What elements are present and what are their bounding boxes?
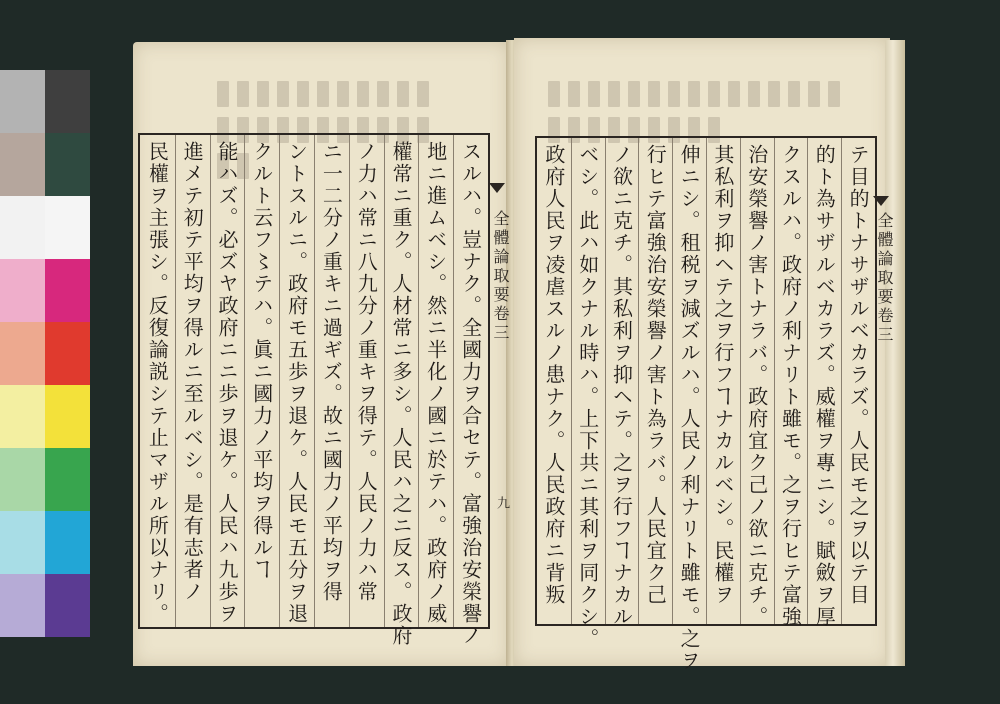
left-text-frame: [138, 133, 490, 647]
text-column: 民權ヲ主張シ。反復論説シテ止マザル所以ナリ。: [145, 141, 170, 625]
column-rule: [638, 138, 639, 624]
column-rule: [672, 138, 673, 624]
column-rule: [841, 138, 842, 624]
show-through-text: [544, 78, 844, 138]
text-column: ントスルニ。政府モ五歩ヲ退ケ。人民モ五分ヲ退: [284, 141, 309, 625]
color-swatch: [0, 196, 45, 259]
color-swatch: [0, 133, 45, 196]
color-swatch: [45, 133, 90, 196]
text-column: 政府人民ヲ凌虐スルノ患ナク。人民政府ニ背叛: [541, 144, 566, 606]
color-swatch: [0, 511, 45, 574]
column-rule: [774, 138, 775, 624]
text-column: 治安榮譽ノ害トナラバ。政府宜ク己ノ欲ニ克チ。: [744, 144, 769, 628]
color-swatch: [0, 322, 45, 385]
color-swatch: [45, 448, 90, 511]
color-calibration-strip: [0, 70, 90, 636]
column-rule: [605, 138, 606, 624]
column-rule: [210, 135, 211, 627]
page-stack-edge: [885, 40, 905, 666]
text-column: クルト云フ〻テハ。眞ニ國力ノ平均ヲ得ルヿ: [249, 141, 274, 581]
color-swatch: [45, 385, 90, 448]
folio-number: 九: [494, 496, 509, 509]
color-swatch: [0, 574, 45, 637]
column-rule: [453, 135, 454, 627]
text-column: スルハ。豈ナク。全國力ヲ合セテ。富強治安榮譽ノ: [458, 141, 483, 647]
text-column: ノ力ハ常ニ八九分ノ重キヲ得テ。人民ノ力ハ常: [354, 141, 379, 603]
color-swatch: [45, 196, 90, 259]
color-swatch: [45, 322, 90, 385]
color-swatch: [45, 70, 90, 133]
text-column: 的ト為サザルベカラズ。威權ヲ專ニシ。賦斂ヲ厚: [812, 144, 837, 628]
text-column: 進メテ初テ平均ヲ得ルニ至ルベシ。是有志者ノ: [180, 141, 205, 603]
text-column: 權常ニ重ク。人材常ニ多シ。人民ハ之ニ反ス。政府: [389, 141, 413, 647]
text-column: ノ欲ニ克チ。其私利ヲ抑ヘテ。之ヲ行フヿナカル: [609, 144, 634, 628]
text-column: テ目的トナサザルベカラズ。人民モ之ヲ以テ目: [846, 144, 871, 606]
color-swatch: [45, 511, 90, 574]
text-column: 地ニ進ムベシ。然ニ半化ノ國ニ於テハ。政府ノ威: [423, 141, 448, 625]
column-rule: [349, 135, 350, 627]
text-column: 行ヒテ富強治安榮譽ノ害ト為ラバ。人民宜ク己: [643, 144, 668, 606]
color-swatch: [45, 259, 90, 322]
text-column: 伸ニシ。租税ヲ減ズルハ。人民ノ利ナリト雖モ。之ヲ: [677, 144, 702, 672]
text-column: ベシ。此ハ如クナル時ハ。上下共ニ其利ヲ同クシ。: [575, 144, 600, 650]
right-text-frame: [535, 136, 877, 672]
column-rule: [384, 135, 385, 627]
column-rule: [244, 135, 245, 627]
left-running-title: 全體論取要卷三: [491, 210, 510, 343]
text-column: ニ一二分ノ重キニ過ギズ。故ニ國力ノ平均ヲ得: [319, 141, 344, 603]
color-swatch: [0, 448, 45, 511]
column-rule: [314, 135, 315, 627]
text-column: クスルハ。政府ノ利ナリト雖モ。之ヲ行ヒテ富強: [778, 144, 803, 628]
color-swatch: [45, 574, 90, 637]
column-rule: [571, 138, 572, 624]
text-column: 能ハズ。必ズヤ政府ニニ歩ヲ退ケ。人民ハ九歩ヲ: [215, 141, 239, 625]
column-rule: [279, 135, 280, 627]
right-running-title: 全體論取要卷三: [875, 212, 894, 345]
color-swatch: [0, 385, 45, 448]
column-rule: [418, 135, 419, 627]
color-swatch: [0, 259, 45, 322]
show-through-text: [213, 78, 433, 138]
column-rule: [740, 138, 741, 624]
column-rule: [175, 135, 176, 627]
column-rule: [807, 138, 808, 624]
color-swatch: [0, 70, 45, 133]
text-column: 其私利ヲ抑ヘテ之ヲ行フヿナカルベシ。民權ヲ: [710, 144, 735, 606]
column-rule: [706, 138, 707, 624]
